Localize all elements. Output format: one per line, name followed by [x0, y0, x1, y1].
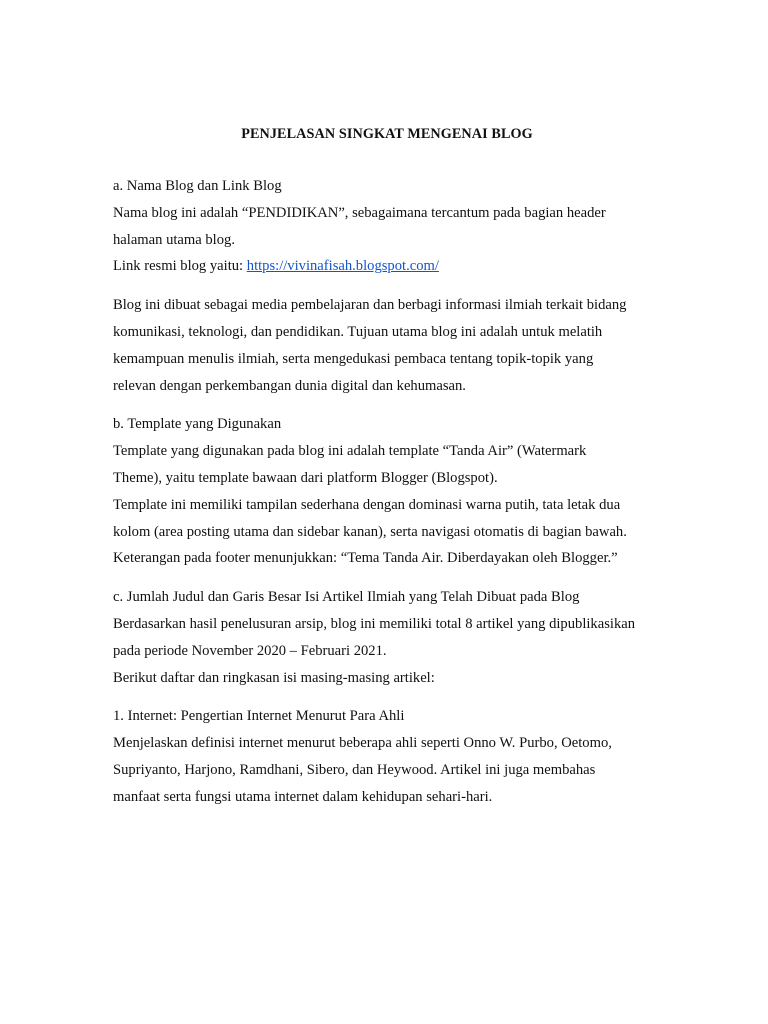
section-b	[113, 411, 661, 572]
blog-link[interactable]: https://vivinafisah.blogspot.com/	[246, 258, 439, 275]
section-b-heading: b. Template yang Digunakan	[113, 416, 282, 433]
section-a-line-1: Nama blog ini adalah “PENDIDIKAN”, sebagaimana tercantum pada bagian header	[113, 204, 606, 221]
intro-line-2: komunikasi, teknologi, dan pendidikan. Tujuan utama blog ini adalah untuk melatih	[113, 323, 603, 340]
blog-link-prefix: Link resmi blog yaitu:	[113, 258, 247, 275]
section-b-line-3: Template ini memiliki tampilan sederhana dengan dominasi warna putih, tata letak dua	[113, 496, 621, 513]
document-title: PENJELASAN SINGKAT MENGENAI BLOG	[241, 126, 533, 142]
intro-paragraph	[113, 292, 661, 399]
spacer	[113, 572, 661, 584]
intro-line-1: Blog ini dibuat sebagai media pembelajaran dan berbagi informasi ilmiah terkait bidang	[113, 297, 627, 314]
section-a-line-2: halaman utama blog.	[113, 231, 235, 248]
section-b-line-1: Template yang digunakan pada blog ini adalah template “Tanda Air” (Watermark	[113, 443, 587, 460]
blog-link-line	[113, 253, 661, 280]
section-a-heading: a. Nama Blog dan Link Blog	[113, 178, 282, 194]
intro-line-3: kemampuan menulis ilmiah, serta mengedukasi pembaca tentang topik-topik yang	[113, 350, 594, 367]
section-c-line-2: pada periode November 2020 – Februari 2021.	[113, 642, 387, 659]
intro-line-4: relevan dengan perkembangan dunia digital dan kehumasan.	[113, 377, 466, 394]
section-b-line-2: Theme), yaitu template bawaan dari platform Blogger (Blogspot).	[113, 469, 498, 486]
spacer	[113, 399, 661, 411]
section-b-line-4: kolom (area posting utama dan sidebar kanan), serta navigasi otomatis di bagian bawah.	[113, 523, 627, 540]
spacer	[113, 691, 661, 703]
article-1-line-1: Menjelaskan definisi internet menurut beberapa ahli seperti Onno W. Purbo, Oetomo,	[113, 735, 612, 752]
article-1	[113, 703, 661, 810]
article-1-heading: 1. Internet: Pengertian Internet Menurut Para Ahli	[113, 708, 405, 725]
section-a	[113, 173, 661, 280]
document-body	[113, 121, 661, 811]
section-c-heading: c. Jumlah Judul dan Garis Besar Isi Artikel Ilmiah yang Telah Dibuat pada Blog	[113, 589, 580, 606]
section-c	[113, 584, 661, 691]
section-b-line-5: Keterangan pada footer menunjukkan: “Tema Tanda Air. Diberdayakan oleh Blogger.”	[113, 550, 618, 567]
article-1-line-3: manfaat serta fungsi utama internet dalam kehidupan sehari-hari.	[113, 788, 493, 805]
section-c-line-3: Berikut daftar dan ringkasan isi masing-masing artikel:	[113, 669, 435, 686]
section-c-line-1: Berdasarkan hasil penelusuran arsip, blog ini memiliki total 8 artikel yang dipublikasikan	[113, 615, 636, 632]
spacer	[113, 280, 661, 292]
article-1-line-2: Supriyanto, Harjono, Ramdhani, Sibero, dan Heywood. Artikel ini juga membahas	[113, 761, 596, 778]
